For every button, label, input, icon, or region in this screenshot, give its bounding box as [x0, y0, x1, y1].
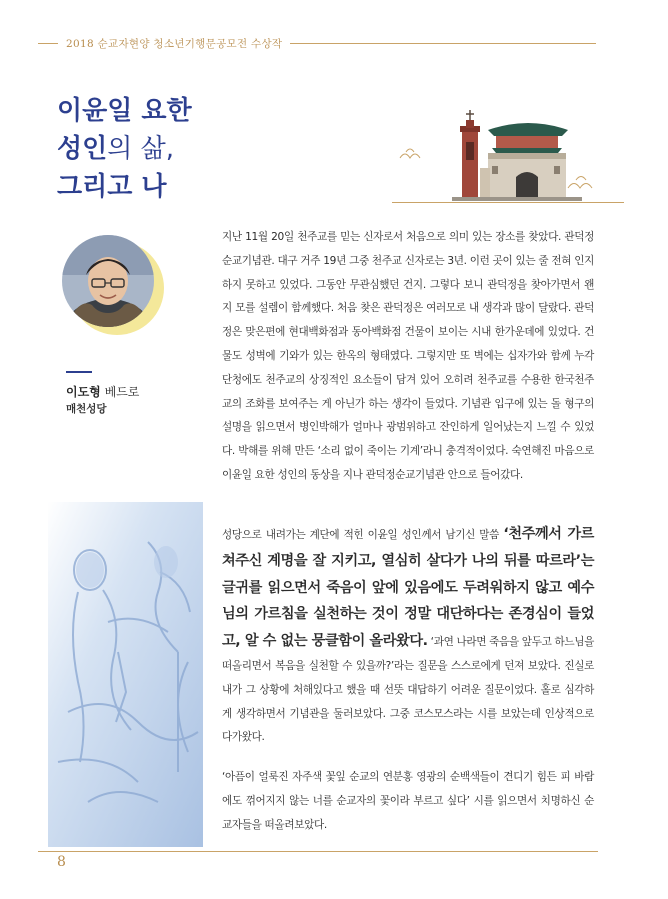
title-line-2 — [57, 130, 192, 168]
body-paragraph-3: ‘아픔이 얼룩진 자주색 꽃잎 순교의 연분홍 영광의 순백색들이 견디기 힘든 피 바람에도 꺾어지지 않는 너를 순교자의 꽃이라 부르고 싶다’ 시를 읽으면서 치명하신 순교자들을 떠올려보았다. — [222, 771, 594, 831]
title-line-2-bold: 성인 — [57, 134, 108, 164]
title-line-2-light: 의 삶, — [107, 134, 174, 164]
body-paragraph-2 — [222, 521, 594, 750]
author-baptismal-name: 베드로 — [100, 385, 140, 399]
martyr-relief-image — [48, 502, 203, 847]
title-deco-rule — [392, 202, 624, 203]
body-paragraph-1: 지난 11월 20일 천주교를 믿는 신자로서 처음으로 의미 있는 장소를 찾았다. 관덕정순교기념관. 대구 거주 19년 그중 천주교 신자로는 3년. 이런 곳이 있는 줄 전혀 인지하지 못하고 있었다. 그동안 무관심했던 건지. 그렇다 보니 관덕정을 찾아가면서 왠지 모를 설렘이 함께했다. 처음 찾은 관덕정은 여러모로 내 생각과 많이 달랐다. 관덕정은 맞은편에 현대백화점과 동아백화점 건물이 보이는 시내 한가운데에 있었다. 건물도 성벽에 기와가 있는 한옥의 형태였다. 그렇지만 또 벽에는 십자가와 함께 누각 단청에도 천주교의 상징적인 요소들이 담겨 있어 오히려 천주교를 수용한 한국천주교의 조화를 보여주는 게 아닌가 하는 생각이 들었다. 기념관 입구에 있는 돌 형구의 설명을 읽으면서 병인박해가 얼마나 광범위하고 잔인하게 일어났는지 느낄 수 있었다. 박해를 위해 만든 ‘소리 없이 죽이는 기계’라니 충격적이었다. 숙연해진 마음으로 이윤일 요한 성인의 동상을 지나 관덕정순교기념관 안으로 들어갔다. — [222, 231, 594, 481]
article-title — [57, 92, 192, 206]
author-parish: 매천성당 — [66, 403, 107, 415]
title-line-1: 이윤일 요한 — [57, 96, 192, 126]
author-name-rule — [66, 371, 92, 373]
author-photo-frame — [62, 235, 164, 337]
author-avatar — [62, 235, 154, 327]
running-header: 2018 순교자현양 청소년기행문공모전 수상작 — [58, 36, 290, 51]
paragraph-2-emphasis: ‘천주께서 가르쳐주신 계명을 잘 지키고, 열심히 살다가 나의 뒤를 따르라’는 글귀를 읽으면서 죽음이 앞에 있음에도 두려워하지 않고 예수님의 가르침을 실천하는 것이 정말 대단하다는 존경심이 들었고, 알 수 없는 뭉클함이 올라왔다. — [222, 526, 594, 650]
paragraph-2-intro: 성당으로 내려가는 계단에 적힌 이윤일 성인께서 남기신 말씀 — [222, 529, 504, 541]
gwandeokjeong-building-illustration — [392, 108, 602, 208]
author-name — [66, 383, 139, 400]
page-number: 8 — [57, 854, 66, 870]
paragraph-2-rest: ‘과연 나라면 죽음을 앞두고 하느님을 떠올리면서 복음을 실천할 수 있을까?’라는 질문을 스스로에게 던져 보았다. 진실로 내가 그 상황에 처해있다고 했을 때 선뜻 대답하기 어려운 질문이었다. 홀로 심각하게 생각하면서 기념관을 둘러보았다. 그중 코스모스라는 시를 보았는데 인상적으로 다가왔다. — [222, 636, 595, 744]
title-line-3: 그리고 나 — [57, 172, 167, 202]
author-name-main: 이도형 — [66, 385, 101, 399]
footer-rule — [38, 851, 598, 852]
